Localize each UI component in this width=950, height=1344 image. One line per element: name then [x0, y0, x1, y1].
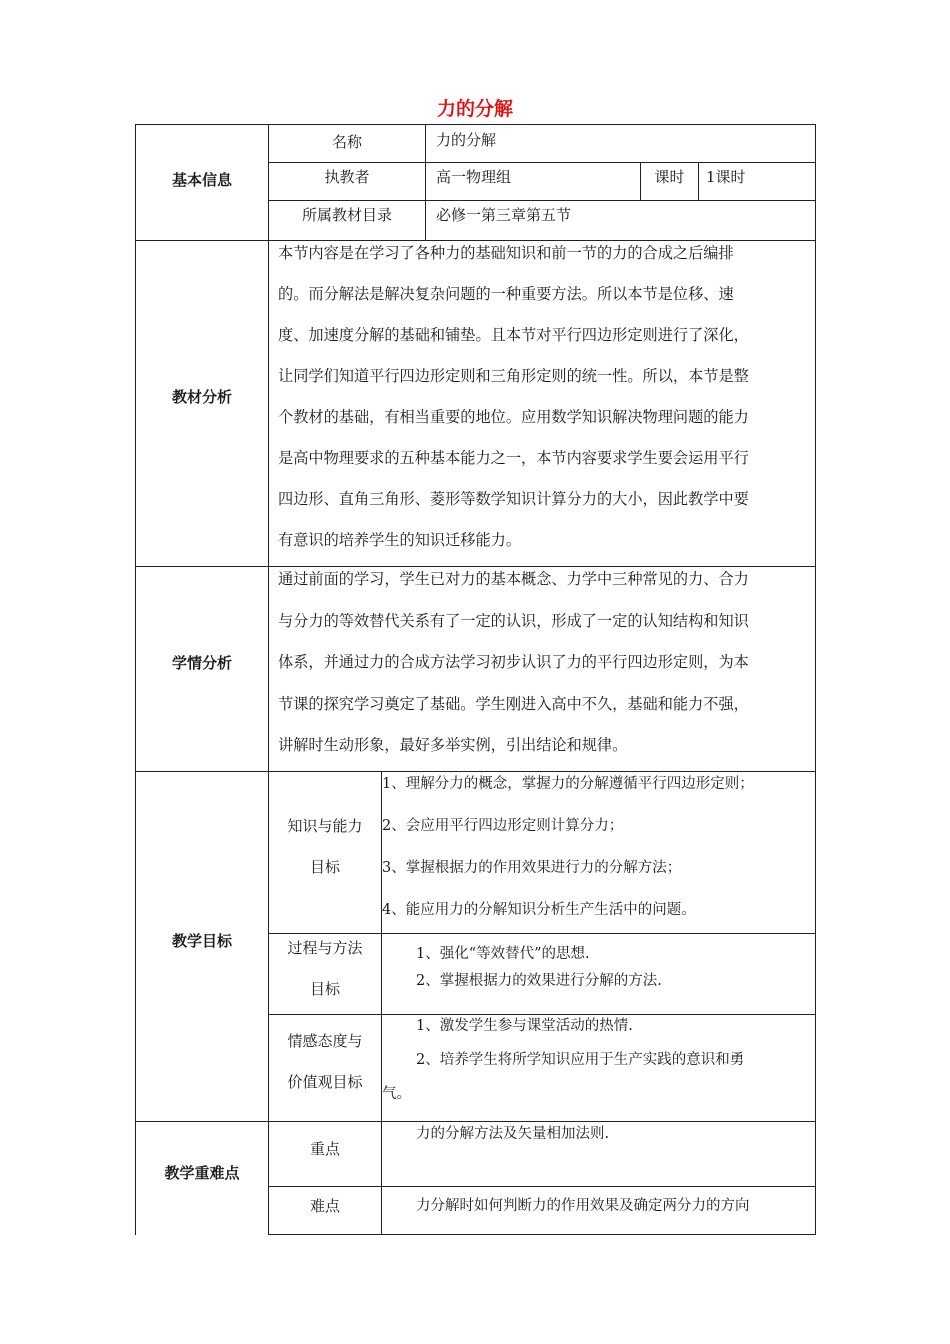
text-line: 个教材的基础，有相当重要的地位。应用数学知识解决物理问题的能力	[278, 408, 749, 426]
label-line: 知识与能力	[287, 817, 363, 835]
key-point-value: 力的分解方法及矢量相加法则.	[416, 1126, 610, 1142]
list-item: 2、培养学生将所学知识应用于生产实践的意识和勇	[416, 1052, 745, 1068]
difficult-point-label: 难点	[309, 1197, 340, 1215]
process-goal-label	[269, 938, 381, 999]
label-line: 情感态度与	[287, 1032, 363, 1050]
list-item: 1、激发学生参与课堂活动的热情.	[416, 1018, 633, 1034]
list-item: 2、会应用平行四边形定则计算分力；	[382, 818, 624, 834]
period-label: 课时	[654, 168, 685, 186]
basic-info-label: 基本信息	[171, 171, 232, 189]
learner-analysis-text	[278, 559, 808, 767]
emotion-goal-list	[382, 1011, 814, 1109]
text-line: 本节内容是在学习了各种力的基础知识和前一节的力的合成之后编排	[278, 244, 734, 262]
textbook-value: 必修一第三章第五节	[436, 206, 572, 224]
name-label: 名称	[331, 133, 362, 151]
process-goal-list	[416, 941, 814, 995]
teacher-label: 执教者	[324, 168, 370, 186]
label-line: 过程与方法	[287, 939, 363, 957]
difficult-point-value: 力分解时如何判断力的作用效果及确定两分力的方向	[416, 1198, 750, 1214]
label-line: 目标	[309, 980, 340, 998]
period-value: 1课时	[706, 168, 746, 186]
textbook-label: 所属教材目录	[301, 206, 392, 224]
text-line: 与分力的等效替代关系有了一定的认识，形成了一定的认知结构和知识	[278, 611, 749, 630]
list-item: 气。	[382, 1086, 411, 1102]
text-line: 通过前面的学习，学生已对力的基本概念、力学中三种常见的力、合力	[278, 570, 749, 588]
list-item: 3、掌握根据力的作用效果进行力的分解方法；	[382, 860, 682, 876]
text-line: 度、加速度分解的基础和铺垫。且本节对平行四边形定则进行了深化，	[278, 326, 749, 344]
list-item: 4、能应用力的分解知识分析生产生活中的问题。	[382, 902, 696, 918]
key-point-label: 重点	[309, 1140, 340, 1158]
name-value: 力的分解	[436, 131, 497, 149]
key-difficult-label: 教学重难点	[164, 1164, 240, 1182]
list-item: 2、掌握根据力的效果进行分解的方法.	[416, 973, 662, 989]
knowledge-goal-list	[382, 763, 814, 931]
text-line: 有意识的培养学生的知识迁移能力。	[278, 531, 521, 549]
text-line: 体系，并通过力的合成方法学习初步认识了力的平行四边形定则，为本	[278, 653, 749, 671]
text-line: 四边形、直角三角形、菱形等数学知识计算分力的大小，因此教学中要	[278, 490, 749, 508]
learner-analysis-label: 学情分析	[171, 654, 232, 672]
text-line: 让同学们知道平行四边形定则和三角形定则的统一性。所以，本节是整	[278, 367, 749, 385]
knowledge-goal-label	[269, 816, 381, 877]
text-line: 是高中物理要求的五种基本能力之一，本节内容要求学生要会运用平行	[278, 449, 749, 467]
text-line: 讲解时生动形象，最好多举实例，引出结论和规律。	[278, 736, 628, 754]
list-item: 1、强化“等效替代”的思想.	[416, 946, 590, 962]
page-title: 力的分解	[436, 98, 513, 120]
teaching-goals-label: 教学目标	[171, 932, 232, 950]
text-line: 节课的探究学习奠定了基础。学生刚进入高中不久，基础和能力不强，	[278, 694, 749, 713]
material-analysis-label: 教材分析	[171, 388, 232, 406]
teacher-value: 高一物理组	[436, 168, 512, 186]
emotion-goal-label	[269, 1031, 381, 1092]
list-item: 1、理解分力的概念，掌握力的分解遵循平行四边形定则；	[382, 776, 754, 792]
label-line: 目标	[309, 858, 340, 876]
text-line: 的。而分解法是解决复杂问题的一种重要方法。所以本节是位移、速	[278, 285, 734, 303]
label-line: 价值观目标	[287, 1073, 363, 1091]
material-analysis-text	[278, 233, 808, 561]
